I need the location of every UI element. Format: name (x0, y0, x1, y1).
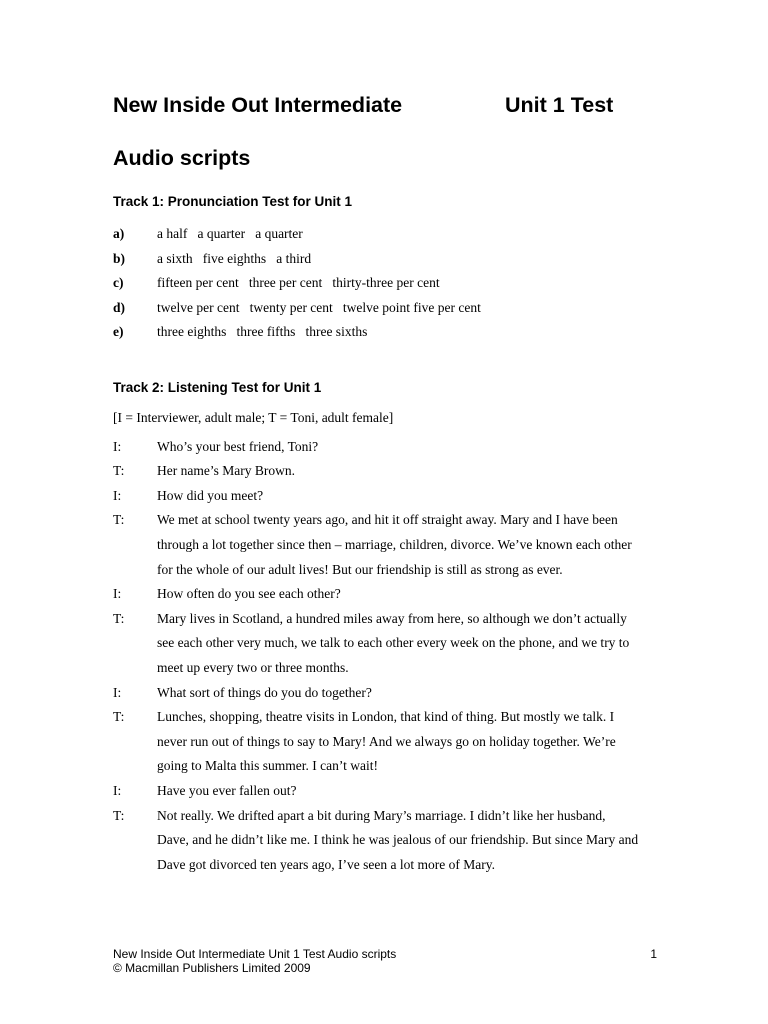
speech-text (157, 484, 263, 509)
dialogue-turn (113, 435, 673, 460)
speech-line: Dave got divorced ten years ago, I’ve seen a lot more of Mary. (157, 856, 495, 872)
dialogue-turn (113, 705, 673, 779)
dialogue-turn (113, 484, 673, 509)
speech-text (157, 705, 616, 779)
speech-line: How did you meet? (157, 487, 264, 503)
track1-heading: Track 1: Pronunciation Test for Unit 1 (113, 194, 353, 209)
speech-line: What sort of things do you do together? (157, 684, 372, 700)
dialogue-turn (113, 607, 673, 681)
speech-line: going to Malta this summer. I can’t wait! (157, 758, 378, 774)
speaker-label: T: (113, 512, 125, 528)
speech-line: never run out of things to say to Mary! And we always go on holiday together. We’re (157, 733, 616, 749)
item-label: d) (113, 299, 126, 315)
speaker-label: T: (113, 709, 125, 725)
dialogue (113, 435, 673, 878)
speaker-label: T: (113, 610, 125, 626)
script-intro: [I = Interviewer, adult male; T = Toni, adult female] (113, 410, 394, 425)
speaker-label: I: (113, 684, 122, 700)
dialogue-turn (113, 508, 673, 582)
speech-line: meet up every two or three months. (157, 659, 349, 675)
dialogue-turn (113, 779, 673, 804)
speech-line: Lunches, shopping, theatre visits in London, that kind of thing. But mostly we talk. I (157, 709, 615, 725)
pronunciation-item (113, 275, 673, 300)
speech-text (157, 435, 318, 460)
speech-line: Not really. We drifted apart a bit during Mary’s marriage. I didn’t like her husband, (157, 807, 606, 823)
speech-line: Mary lives in Scotland, a hundred miles away from here, so although we don’t actually (157, 610, 627, 626)
speech-line: through a lot together since then – marriage, children, divorce. We’ve known each other (157, 536, 632, 552)
speech-text (157, 508, 632, 582)
speech-line: for the whole of our adult lives! But our friendship is still as strong as ever. (157, 561, 563, 577)
speaker-label: I: (113, 487, 122, 503)
item-text: a half a quarter a quarter (157, 226, 303, 241)
page-title: Audio scripts (113, 146, 251, 170)
listening-script (113, 410, 673, 877)
speaker-label: I: (113, 782, 122, 798)
speech-text (157, 681, 372, 706)
item-label: c) (113, 275, 124, 290)
speech-line: Who’s your best friend, Toni? (157, 438, 319, 454)
item-label: e) (113, 324, 124, 339)
speaker-label: T: (113, 807, 125, 823)
speaker-label: I: (113, 586, 122, 602)
item-label: a) (113, 226, 125, 241)
speech-line: see each other very much, we talk to each other every week on the phone, and we try to (157, 635, 630, 651)
header-title: New Inside Out Intermediate (113, 93, 403, 117)
speech-text (157, 779, 296, 804)
header-unit: Unit 1 Test (505, 93, 614, 117)
document-header (113, 93, 633, 118)
item-text: a sixth five eighths a third (157, 250, 312, 266)
item-label: b) (113, 250, 126, 266)
speech-text (157, 607, 629, 681)
speech-text (157, 582, 341, 607)
page-number: 1 (650, 947, 657, 961)
footer-copyright: © Macmillan Publishers Limited 2009 (113, 961, 311, 975)
item-text: three eighths three fifths three sixths (157, 324, 368, 339)
item-text: fifteen per cent three per cent thirty-three per cent (157, 275, 440, 290)
pronunciation-item (113, 226, 673, 251)
pronunciation-item (113, 324, 673, 349)
item-text: twelve per cent twenty per cent twelve point five per cent (157, 299, 481, 315)
speaker-label: T: (113, 463, 125, 479)
dialogue-turn (113, 681, 673, 706)
pronunciation-item (113, 300, 673, 325)
speaker-label: I: (113, 438, 122, 454)
dialogue-turn (113, 459, 673, 484)
track2-heading: Track 2: Listening Test for Unit 1 (113, 380, 322, 395)
speech-line: Her name’s Mary Brown. (157, 463, 295, 479)
speech-line: How often do you see each other? (157, 586, 341, 602)
speech-line: Dave, and he didn’t like me. I think he was jealous of our friendship. But since Mary and (157, 832, 639, 848)
pronunciation-item (113, 251, 673, 276)
speech-text (157, 804, 638, 878)
speech-line: Have you ever fallen out? (157, 782, 297, 798)
speech-line: We met at school twenty years ago, and hit it off straight away. Mary and I have been (157, 512, 618, 528)
page-footer (113, 947, 657, 975)
dialogue-turn (113, 804, 673, 878)
dialogue-turn (113, 582, 673, 607)
pronunciation-list (113, 226, 673, 349)
footer-title: New Inside Out Intermediate Unit 1 Test Audio scripts (113, 947, 397, 961)
speech-text (157, 459, 295, 484)
